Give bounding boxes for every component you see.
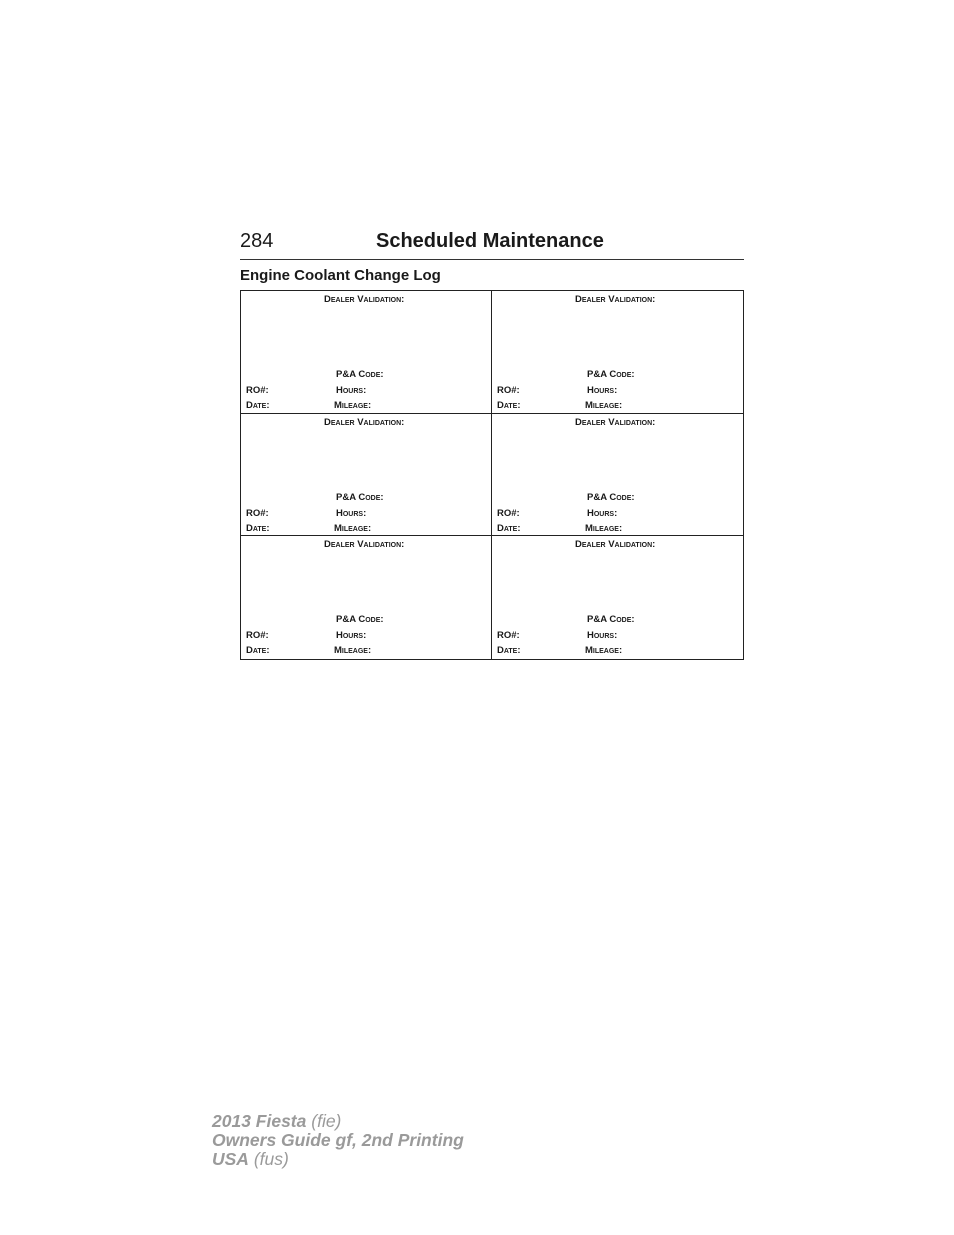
hours-label: Hours:: [587, 630, 618, 642]
hours-label: Hours:: [587, 385, 618, 396]
log-entry: [241, 291, 492, 414]
dealer-validation-label: Dealer Validation:: [575, 539, 656, 551]
dealer-validation-label: Dealer Validation:: [575, 294, 656, 305]
pa-code-label: P&A Code:: [587, 614, 635, 626]
date-label: Date:: [246, 645, 270, 657]
log-entry: [492, 414, 743, 537]
mileage-label: Mileage:: [334, 645, 372, 657]
date-label: Date:: [246, 522, 270, 534]
page-number: 284: [240, 230, 274, 252]
ro-number-label: RO#:: [497, 630, 520, 642]
mileage-label: Mileage:: [585, 522, 623, 534]
pa-code-label: P&A Code:: [587, 491, 635, 503]
chapter-title: Scheduled Maintenance: [376, 230, 604, 252]
footer-line-market: [212, 1150, 464, 1169]
hours-label: Hours:: [336, 385, 367, 396]
date-label: Date:: [246, 400, 270, 411]
footer-market-code: (fus): [253, 1149, 289, 1169]
hours-label: Hours:: [336, 630, 367, 642]
log-entry: [241, 536, 492, 659]
date-label: Date:: [497, 645, 521, 657]
document-footer: [212, 1112, 464, 1169]
hours-label: Hours:: [336, 507, 367, 519]
pa-code-label: P&A Code:: [336, 491, 384, 503]
ro-number-label: RO#:: [497, 385, 520, 396]
log-entry: [492, 291, 743, 414]
mileage-label: Mileage:: [334, 400, 372, 411]
hours-label: Hours:: [587, 507, 618, 519]
footer-market: USA: [212, 1149, 249, 1169]
ro-number-label: RO#:: [246, 385, 269, 396]
section-title: Engine Coolant Change Log: [240, 267, 441, 284]
log-entry: [241, 414, 492, 537]
footer-model: 2013 Fiesta: [212, 1111, 307, 1131]
dealer-validation-label: Dealer Validation:: [324, 539, 405, 551]
footer-line-model: [212, 1112, 464, 1131]
pa-code-label: P&A Code:: [336, 614, 384, 626]
footer-model-code: (fie): [311, 1111, 342, 1131]
ro-number-label: RO#:: [497, 507, 520, 519]
mileage-label: Mileage:: [334, 522, 372, 534]
dealer-validation-label: Dealer Validation:: [324, 294, 405, 305]
mileage-label: Mileage:: [585, 645, 623, 657]
page-header: [240, 229, 744, 260]
coolant-change-log-table: [240, 290, 744, 660]
dealer-validation-label: Dealer Validation:: [575, 416, 656, 428]
log-entry: [492, 536, 743, 659]
pa-code-label: P&A Code:: [336, 369, 384, 380]
date-label: Date:: [497, 522, 521, 534]
ro-number-label: RO#:: [246, 507, 269, 519]
mileage-label: Mileage:: [585, 400, 623, 411]
dealer-validation-label: Dealer Validation:: [324, 416, 405, 428]
footer-line-guide: Owners Guide gf, 2nd Printing: [212, 1130, 464, 1150]
ro-number-label: RO#:: [246, 630, 269, 642]
pa-code-label: P&A Code:: [587, 369, 635, 380]
date-label: Date:: [497, 400, 521, 411]
